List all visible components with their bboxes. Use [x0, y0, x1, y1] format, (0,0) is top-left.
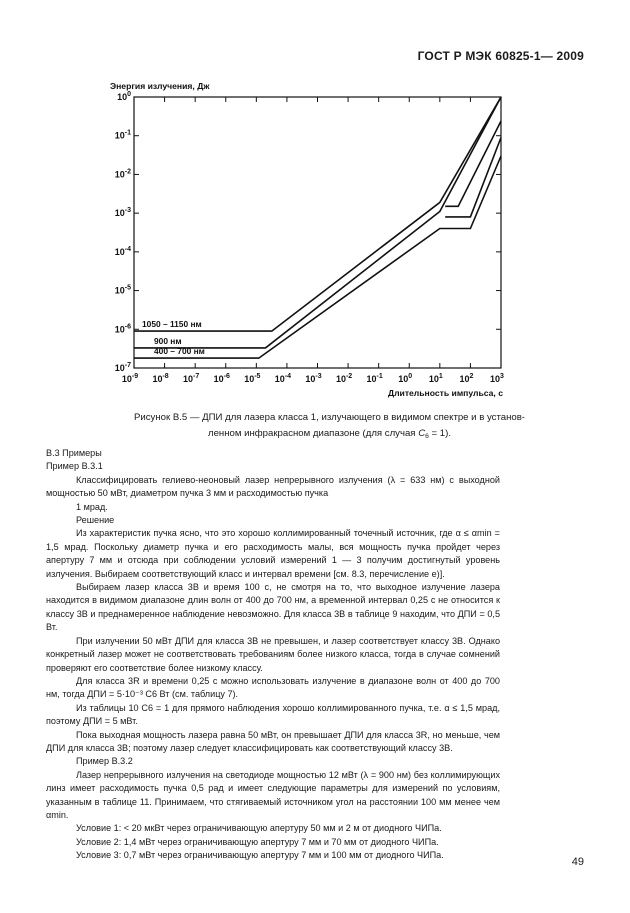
caption-line-2-text: ленном инфракрасном диапазоне (для случая — [207, 428, 416, 439]
y-axis-title: Энергия излучения, Дж — [110, 81, 210, 91]
paragraph: Для класса 3R и времени 0,25 с можно использовать излучение в диапазоне волн от 400 до 700 нм, тогда ДПИ = 5·10⁻³ C6 Вт (см. таблицу 7). — [46, 675, 500, 700]
paragraph: Пример В.3.2 — [76, 756, 133, 767]
x-tick-label: $10^{-5}$ — [244, 373, 261, 384]
caption-line-1: Рисунок В.5 — ДПИ для лазера класса 1, излучающего в видимом спектре и в установ- — [133, 412, 525, 423]
x-axis-title: Длительность импульса, с — [387, 388, 503, 398]
paragraph: Пример В.3.1 — [46, 461, 103, 472]
x-tick-label: $10^{-7}$ — [183, 373, 200, 384]
y-tick-label: $10^{-4}$ — [114, 245, 131, 257]
x-tick-label: $10^{-9}$ — [121, 373, 139, 384]
series-label: 1050 – 1150 нм — [142, 319, 202, 330]
page-number: 49 — [571, 856, 584, 868]
paragraph: Решение — [76, 515, 115, 526]
figure-caption — [132, 410, 527, 442]
x-tick-label: $10^{-3}$ — [305, 373, 322, 384]
x-tick-label: $10^0$ — [398, 373, 413, 384]
paragraph: Выбираем лазер класса 3B и время 100 с, не смотря на то, что выходное излучение лазера находится в видимом диапазоне длин волн от 400 до 700 нм, а временной интервал 0,25 с не относится к классу 3B и преднамеренное наблюдение невозможно. Для класса 3B в таблице 9 находим, что ДПИ = 0,5 Вт. — [46, 582, 500, 633]
caption-tail: = 1). — [428, 428, 452, 439]
series-line-0 — [134, 97, 501, 331]
y-tick-label: $10^{-3}$ — [114, 207, 131, 219]
paragraph: Лазер непрерывного излучения на светодиоде мощностью 12 мВт (λ = 900 нм) без коллимирующих линз имеет расходимость пучка 0,5 рад и имеет следующие параметры для измерений по условиям, указанным в таблице 11. Принимаем, что стягиваемый источником угол на расстоянии 100 мм менее чем αmin. — [46, 769, 500, 820]
paragraph: Условие 2: 1,4 мВт через ограничивающую апертуру 7 мм и 70 мм от диодного ЧИПа. — [76, 836, 439, 847]
y-tick-label: $10^{-7}$ — [114, 362, 131, 373]
x-tick-label: $10^{-2}$ — [335, 373, 353, 384]
caption-c6-sub: 6 — [425, 433, 429, 440]
series-line-4 — [445, 121, 501, 206]
x-tick-label: $10^3$ — [490, 373, 504, 384]
paragraph: Условие 1: < 20 мкВт через ограничивающую апертуру 50 мм и 2 м от диодного ЧИПа. — [76, 823, 442, 834]
y-tick-label: $10^{-1}$ — [114, 129, 131, 141]
series-label: 900 нм — [154, 335, 182, 346]
x-tick-label: $10^{-8}$ — [152, 373, 169, 384]
x-tick-label: $10^{-6}$ — [213, 373, 230, 384]
paragraph: В.3 Примеры — [46, 448, 102, 458]
caption-line-2 — [132, 426, 527, 442]
y-tick-label: $10^{-2}$ — [114, 168, 131, 180]
y-tick-label: $10^0$ — [117, 91, 131, 102]
document-header: ГОСТ Р МЭК 60825-1— 2009 — [417, 49, 584, 63]
paragraph: Пока выходная мощность лазера равна 50 мВт, он превышает ДПИ для класса 3R, но меньше, чем ДПИ для класса 3B; поэтому лазер следует классифицировать как соответствующий классу 3B. — [46, 729, 500, 753]
x-tick-label: $10^{-4}$ — [274, 373, 292, 384]
laser-ael-chart — [0, 0, 630, 405]
x-tick-label: $10^2$ — [459, 373, 474, 384]
paragraph: Классифицировать гелиево-неоновый лазер непрерывного излучения (λ = 633 нм) с выходной мощностью 50 мВт, диаметром пучка 3 мм и расходимостью пучка — [46, 474, 500, 499]
body-text — [46, 447, 500, 863]
x-tick-label: $10^{-1}$ — [366, 373, 383, 384]
caption-c6: C — [418, 428, 426, 439]
x-tick-label: $10^1$ — [428, 373, 443, 384]
paragraph: Условие 3: 0,7 мВт через ограничивающую апертуру 7 мм и 100 мм от диодного ЧИПа. — [76, 850, 444, 861]
paragraph: Из характеристик пучка ясно, что это хорошо коллимированный точечный источник, где α ≤ αmin = 1,5 мрад. Поскольку диаметр пучка и его расходимость малы, вся мощность пучка пройдет через апертуру 7 мм и отсюда при соблюдении условий измерений 1 — 3 получим достигнутый уровень излучения. Выбираем соответствующий класс и интервал времени [см. 8.3, перечисление е)]. — [46, 528, 500, 579]
paragraph: Из таблицы 10 C6 = 1 для прямого наблюдения хорошо коллимированного пучка, т.е. α ≤ 1,5 мрад, поэтому ДПИ = 5 мВт. — [46, 702, 500, 727]
paragraph: При излучении 50 мВт ДПИ для класса 3B не превышен, и лазер соответствует классу 3B. Однако конкретный лазер может не соответствовать требованиям более низкого класса, тогда в случае сомнений проверяют его соответствие более низкому классу. — [46, 635, 500, 673]
paragraph: 1 мрад. — [76, 501, 108, 512]
series-label: 400 – 700 нм — [154, 346, 205, 357]
y-tick-label: $10^{-5}$ — [114, 284, 131, 296]
y-tick-label: $10^{-6}$ — [114, 323, 131, 335]
series-line-1 — [134, 97, 501, 348]
